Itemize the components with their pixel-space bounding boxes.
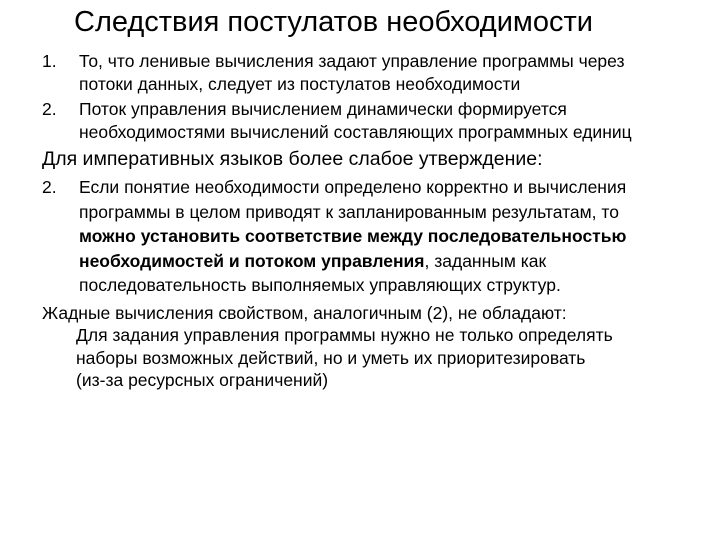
list-item-line-bold [79,224,720,249]
list-item-line: Поток управления вычислением динамически формируется [79,99,567,119]
list-item-number: 1. [42,51,57,71]
detail-line: наборы возможных действий, но и уметь их приоритезировать [76,347,586,368]
list-item [42,50,720,95]
list-item-line: программы в целом приводят к запланированным результатам, то [79,201,619,222]
eager-details [42,324,720,392]
list-item-number: 2. [42,177,57,197]
list-item [42,98,720,143]
list-item-number: 2. [42,99,57,119]
list-item-line: необходимостями вычислений составляющих программных единиц [79,121,632,142]
list-item-line: То, что ленивые вычисления задают управление программы через [79,51,625,71]
list-item-line: потоки данных, следует из постулатов необходимости [79,73,521,94]
bold-text: можно установить соответствие между последовательностью [79,226,627,246]
detail-line: Для задания управления программы нужно не только определять [76,325,613,345]
list-item-line-mixed [79,249,720,274]
list-item-line: Если понятие необходимости определено корректно и вычисления [79,177,627,197]
list-item-line: последовательность выполняемых управляющих структур. [79,275,561,295]
regular-text: , заданным как [424,250,547,271]
slide-body [42,50,720,392]
imperative-heading: Для императивных языков более слабое утверждение: [42,148,543,170]
eager-paragraph: Жадные вычисления свойством, аналогичным (2), не обладают: [42,302,567,323]
slide-title: Следствия постулатов необходимости [74,6,593,38]
detail-line: (из-за ресурсных ограничений) [76,370,329,390]
bold-text: необходимостей и потоком управления [79,250,425,271]
list-item-imperative [42,175,720,298]
